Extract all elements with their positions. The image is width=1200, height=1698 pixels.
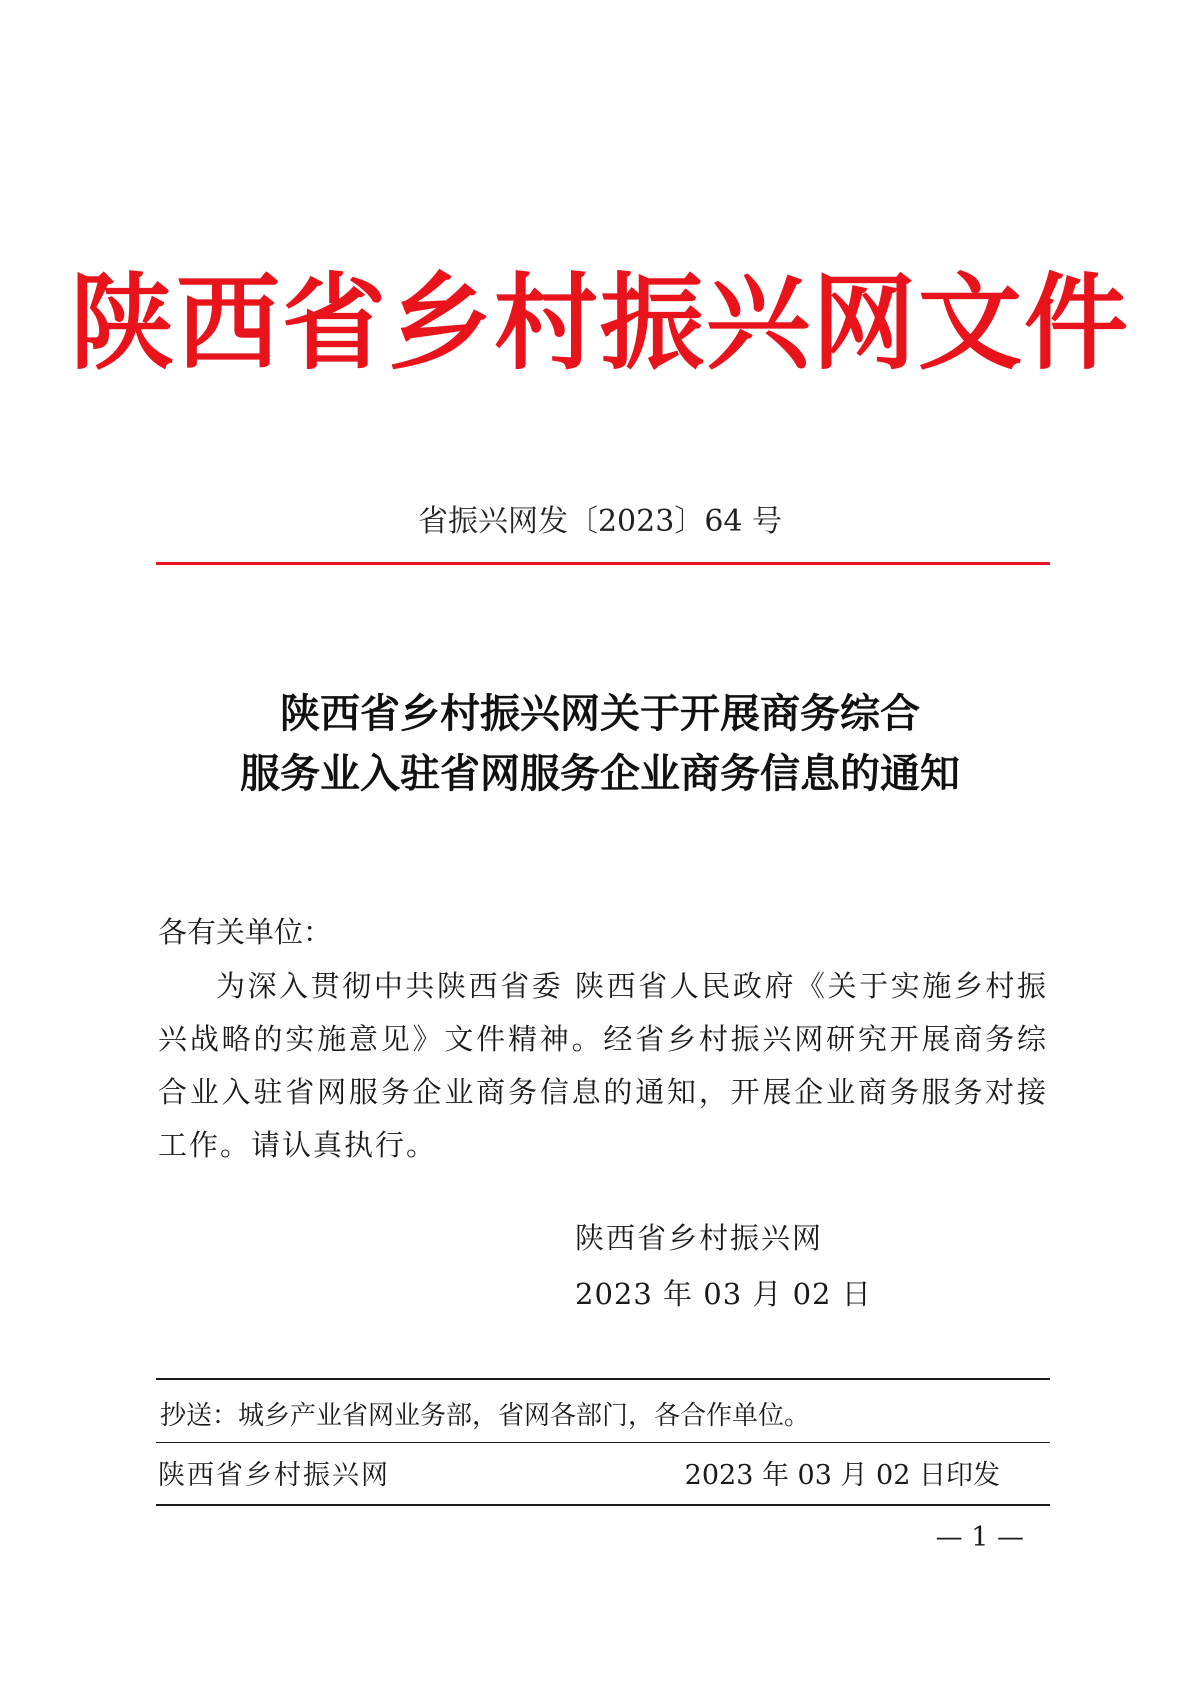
footer-rule-top: [156, 1378, 1050, 1380]
notice-title-line-1: 陕西省乡村振兴网关于开展商务综合: [280, 690, 920, 737]
page-number: — 1 —: [935, 1522, 1024, 1553]
signature-organization: 陕西省乡村振兴网: [575, 1221, 824, 1255]
cc-recipients: 抄送：城乡产业省网业务部，省网各部门，各合作单位。: [160, 1401, 811, 1431]
footer-rule-bottom: [156, 1504, 1050, 1506]
footer-rule-middle: [156, 1442, 1050, 1443]
notice-title-line-2: 服务业入驻省网服务企业商务信息的通知: [240, 750, 960, 797]
document-header-title: 陕西省乡村振兴网文件: [69, 261, 1130, 384]
signature-date: 2023 年 03 月 02 日: [575, 1277, 872, 1311]
notice-title: [0, 684, 1200, 804]
footer-issuer: 陕西省乡村振兴网: [158, 1460, 390, 1491]
body-paragraph: 为深入贯彻中共陕西省委 陕西省人民政府《关于实施乡村振兴战略的实施意见》文件精神。经省乡村振兴网研究开展商务综合业入驻省网服务企业商务信息的通知，开展企业商务服务对接工作。请认真执行。: [158, 969, 1048, 1162]
footer-issue-date: 2023 年 03 月 02 日印发: [684, 1460, 1000, 1491]
salutation: 各有关单位：: [158, 915, 333, 949]
red-divider: [156, 562, 1050, 565]
document-number: 省振兴网发〔2023〕64 号: [417, 504, 783, 539]
